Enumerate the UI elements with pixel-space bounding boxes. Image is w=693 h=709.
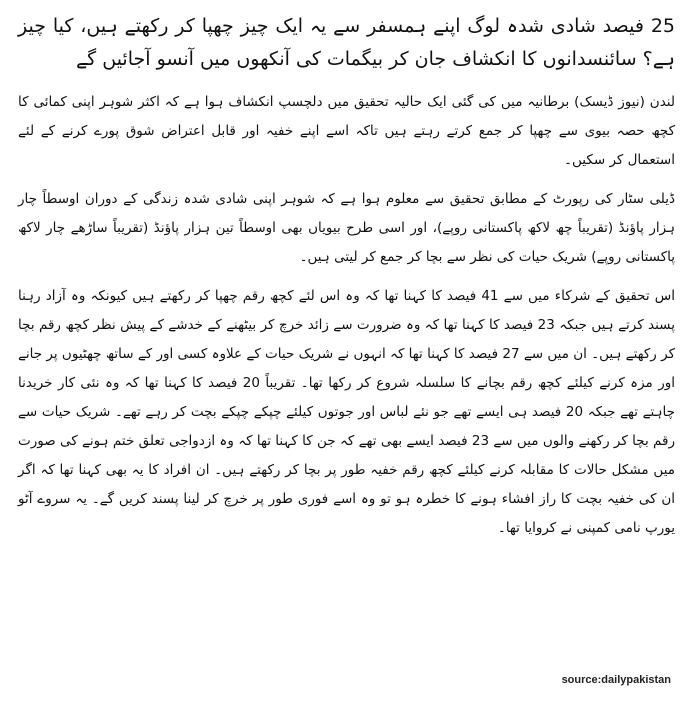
source-credit: source:dailypakistan (561, 674, 671, 686)
article-paragraph-1: لندن (نیوز ڈیسک) برطانیہ میں کی گئی ایک حالیہ تحقیق میں دلچسپ انکشاف ہوا ہے کہ اکثر شوہر اپنی کمائی کا کچھ حصہ بیوی سے چھپا کر جمع کرتے رہتے ہیں تاکہ اسے اپنے خفیہ اور قابل اعتراض شوق پورے کرنے کے لئے استعمال کر سکیں۔ (18, 94, 675, 168)
article-headline: 25 فیصد شادی شدہ لوگ اپنے ہمسفر سے یہ ایک چیز چھپا کر رکھتے ہیں، کیا چیز ہے؟ سائنسدانوں کا انکشاف جان کر بیگمات کی آنکھوں میں آنسو آجائیں گے (18, 15, 675, 70)
article-paragraph-2: ڈیلی سٹار کی رپورٹ کے مطابق تحقیق سے معلوم ہوا ہے کہ شوہر اپنی شادی شدہ زندگی کے دوران اوسطاً چار ہزار پاؤنڈ (تقریباً چھ لاکھ پاکستانی روپے)، اور اسی طرح بیویاں بھی اوسطاً تین ہزار پاؤنڈ (تقریباً ساڑھے چار لاکھ پاکستانی روپے) شریک حیات کی نظر سے بچا کر جمع کر لیتی ہیں۔ (18, 191, 675, 265)
article (18, 10, 675, 553)
article-paragraph-3: اس تحقیق کے شرکاء میں سے 41 فیصد کا کہنا تھا کہ وہ اس لئے کچھ رقم چھپا کر رکھتے ہیں کیونکہ وہ آزاد رہنا پسند کرتے ہیں جبکہ 23 فیصد کا کہنا تھا کہ وہ ضرورت سے زائد خرچ کر بیٹھنے کے خدشے کے پیش نظر کچھ رقم بچا کر رکھتے ہیں۔ ان میں سے 27 فیصد کا کہنا تھا کہ انہوں نے شریک حیات کے علاوہ کسی اور کے ساتھ چھٹیوں پر جانے اور مزہ کرنے کیلئے کچھ رقم بچانے کا سلسلہ شروع کر رکھا تھا۔ تقریباً 20 فیصد کا کہنا تھا کہ وہ نئی کار خریدنا چاہتے تھے جبکہ 20 فیصد ہی ایسے تھے جو نئے لباس اور جوتوں کیلئے چپکے چپکے بچت کر رہے تھے۔ شریک حیات سے رقم بچا کر رکھنے والوں میں سے 23 فیصد ایسے بھی تھے کہ جن کا کہنا تھا کہ وہ ازدواجی تعلق ختم ہونے کی صورت میں مشکل حالات کا مقابلہ کرنے کیلئے کچھ رقم خفیہ طور پر بچا کر رکھتے ہیں۔ ان افراد کا یہ بھی کہنا تھا کہ اگر ان کی خفیہ بچت کا راز افشاء ہونے کا خطرہ ہو تو وہ اسے فوری طور پر خرچ کر لینا پسند کریں گے۔ یہ سروے آٹو یورپ نامی کمپنی نے کروایا تھا۔ (18, 288, 676, 536)
